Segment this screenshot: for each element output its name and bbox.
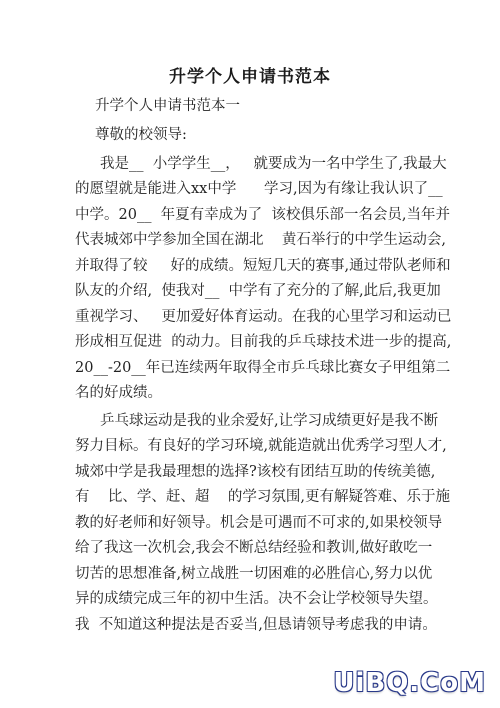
- site-watermark: UiBQ.CoM: [333, 668, 486, 698]
- body-line-15: 教的好老师和好领导。机会是可遇而不可求的,如果校领导: [75, 515, 443, 531]
- body-line-14: 有 比、学、赶、超 的学习氛围,更有解疑答难、乐于施: [75, 489, 450, 505]
- document-title: 升学个人申请书范本: [169, 67, 331, 87]
- body-line-12: 努力目标。有良好的学习环境,就能造就出优秀学习型人才,: [75, 438, 447, 454]
- body-line-7: 重视学习、 更加爱好体育运动。在我的心里学习和运动已: [75, 309, 452, 325]
- body-line-6: 队友的介绍, 使我对__ 中学有了充分的了解,此后,我更加: [75, 283, 441, 299]
- body-line-11: 乒乓球运动是我的业余爱好,让学习成绩更好是我不断: [100, 413, 439, 429]
- body-line-16: 给了我这一次机会,我会不断总结经验和教训,做好敢吃一: [75, 540, 433, 556]
- document-subtitle: 升学个人申请书范本一: [95, 98, 240, 114]
- body-line-10: 名的好成绩。: [75, 385, 162, 401]
- body-line-17: 切苦的思想准备,树立战胜一切困难的必胜信心,努力以优: [75, 566, 433, 582]
- body-line-9: 20__-20__年已连续两年取得全市乒乓球比赛女子甲组第二: [75, 360, 451, 376]
- body-line-5: 并取得了较 好的成绩。短短几天的赛事,通过带队老师和: [75, 258, 451, 274]
- salutation: 尊敬的校领导:: [95, 127, 187, 143]
- body-line-19: 我 不知道这种提法是否妥当,但恳请领导考虑我的申请。: [75, 617, 437, 633]
- body-line-13: 城郊中学是我最理想的选择?该校有团结互助的传统美德,: [75, 464, 436, 480]
- body-line-2: 的愿望就是能进入xx中学 学习,因为有缘让我认识了__: [75, 181, 443, 197]
- body-line-4: 代表城郊中学参加全国在湖北 黄石举行的中学生运动会,: [75, 232, 447, 248]
- body-line-18: 异的成绩完成三年的初中生活。决不会让学校领导失望。: [75, 591, 438, 607]
- body-line-1: 我是__ 小学学生__， 就要成为一名中学生了,我最大: [100, 156, 447, 172]
- body-line-8: 形成相互促进 的动力。目前我的乒乓球技术进一步的提高,: [75, 334, 452, 350]
- body-line-3: 中学。20__ 年夏有幸成为了 该校俱乐部一名会员,当年并: [75, 207, 450, 223]
